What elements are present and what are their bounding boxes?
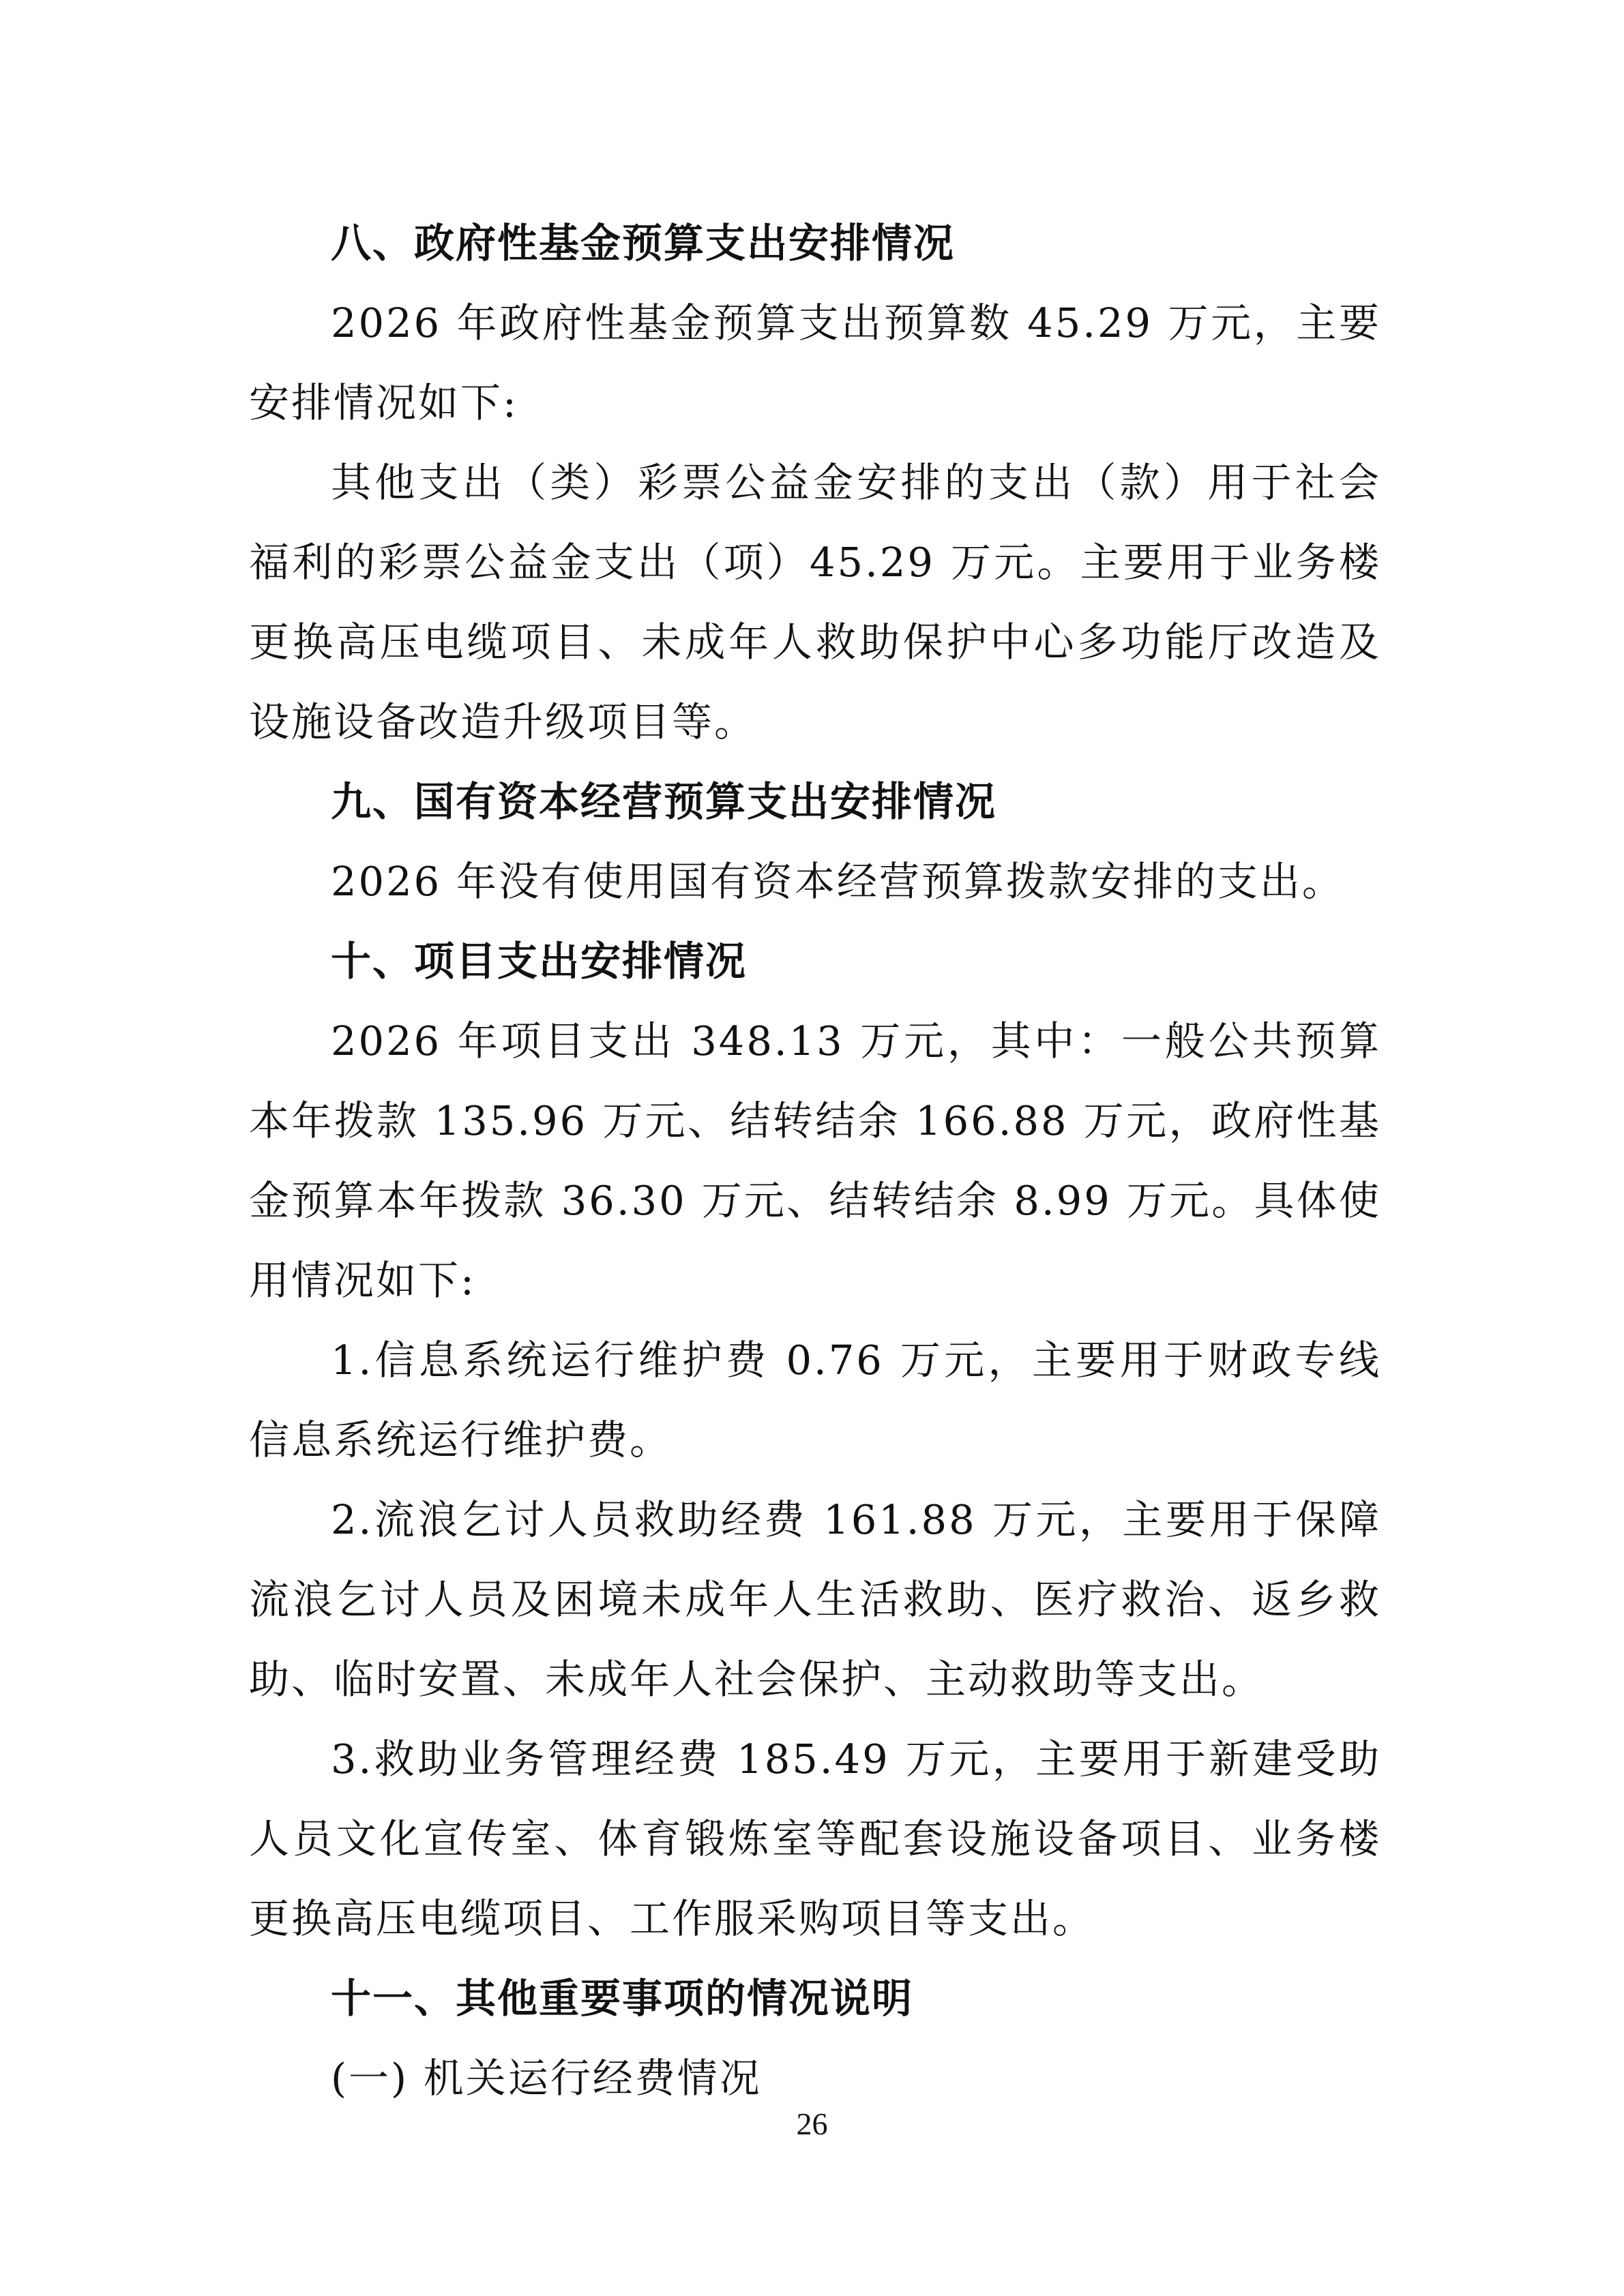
page-number: 26 xyxy=(796,2106,828,2141)
section-heading-9: 九、国有资本经营预算支出安排情况 xyxy=(331,778,997,825)
subsection-heading-1: (一) 机关运行经费情况 xyxy=(331,2055,762,2102)
paragraph-project-total: 2026 年项目支出 348.13 万元，其中：一般公共预算本年拨款 135.96 万元、结转结余 166.88 万元，政府性基金预算本年拨款 36.30 万元、结转结余 8.99 万元。具体使用情况如下: xyxy=(249,1017,1381,1304)
paragraph-fund-budget-total: 2026 年政府性基金预算支出预算数 45.29 万元，主要安排情况如下: xyxy=(249,299,1381,426)
list-item-3: 3.救助业务管理经费 185.49 万元，主要用于新建受助人员文化宣传室、体育锻炼室等配套设施设备项目、业务楼更换高压电缆项目、工作服采购项目等支出。 xyxy=(249,1735,1381,1942)
section-heading-10: 十、项目支出安排情况 xyxy=(331,938,748,985)
section-heading-11: 十一、其他重要事项的情况说明 xyxy=(331,1975,914,2022)
list-item-2: 2.流浪乞讨人员救助经费 161.88 万元，主要用于保障流浪乞讨人员及困境未成年人生活救助、医疗救治、返乡救助、临时安置、未成年人社会保护、主动救助等支出。 xyxy=(249,1496,1381,1703)
list-item-1: 1.信息系统运行维护费 0.76 万元，主要用于财政专线信息系统运行维护费。 xyxy=(249,1337,1381,1463)
document-body xyxy=(249,203,1381,2118)
paragraph-lottery-fund: 其他支出（类）彩票公益金安排的支出（款）用于社会福利的彩票公益金支出（项）45.29 万元。主要用于业务楼更换高压电缆项目、未成年人救助保护中心多功能厅改造及设施设备改造升级项目等。 xyxy=(249,459,1381,745)
section-heading-8: 八、政府性基金预算支出安排情况 xyxy=(331,220,956,267)
paragraph-state-capital: 2026 年没有使用国有资本经营预算拨款安排的支出。 xyxy=(331,858,1344,905)
